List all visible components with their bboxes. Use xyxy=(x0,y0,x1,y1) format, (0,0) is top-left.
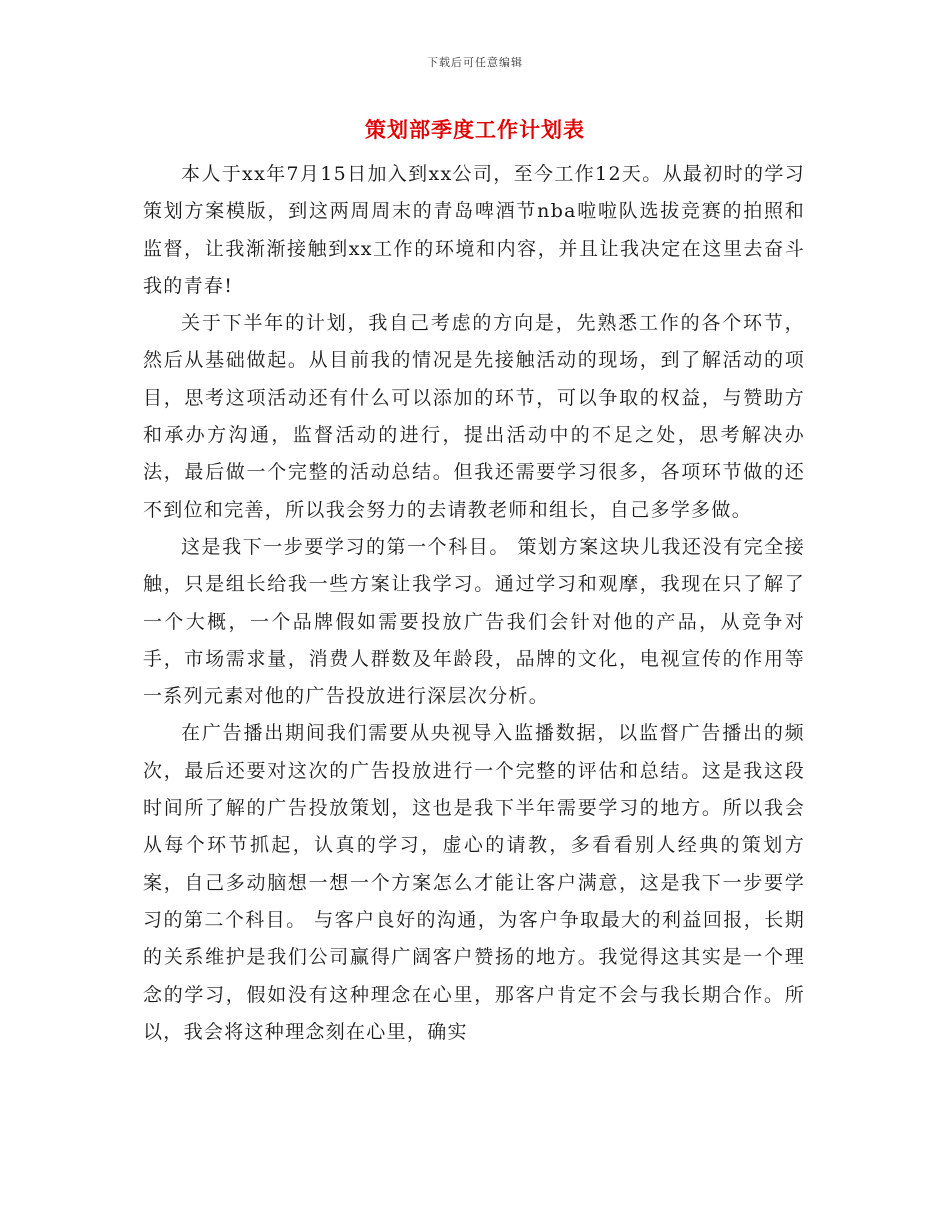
paragraph-2: 关于下半年的计划，我自己考虑的方向是，先熟悉工作的各个环节，然后从基础做起。从目前我的情况是先接触活动的现场，到了解活动的项目，思考这项活动还有什么可以添加的环节，可以争取的权益，与赞助方和承办方沟通，监督活动的进行，提出活动中的不足之处，思考解决办法，最后做一个完整的活动总结。但我还需要学习很多，各项环节做的还不到位和完善，所以我会努力的去请教老师和组长，自己多学多做。 xyxy=(143,312,805,521)
document-title: 策划部季度工作计划表 xyxy=(365,117,585,142)
document-body xyxy=(143,156,805,1051)
paragraph-3: 这是我下一步要学习的第一个科目。 策划方案这块儿我还没有完全接触，只是组长给我一些方案让我学习。通过学习和观摩，我现在只了解了一个大概，一个品牌假如需要投放广告我们会针对他的产品，从竞争对手，市场需求量，消费人群数及年龄段，品牌的文化，电视宣传的作用等一系列元素对他的广告投放进行深层次分析。 xyxy=(143,535,805,708)
header-note: 下载后可任意编辑 xyxy=(427,56,523,69)
paragraph-4: 在广告播出期间我们需要从央视导入监播数据，以监督广告播出的频次，最后还要对这次的广告投放进行一个完整的评估和总结。这是我这段时间所了解的广告投放策划，这也是我下半年需要学习的地方。所以我会从每个环节抓起，认真的学习，虚心的请教，多看看别人经典的策划方案，自己多动脑想一想一个方案怎么才能让客户满意，这是我下一步要学习的第二个科目。 与客户良好的沟通，为客户争取最大的利益回报，长期的关系维护是我们公司赢得广阔客户赞扬的地方。我觉得这其实是一个理念的学习，假如没有这种理念在心里，那客户肯定不会与我长期合作。所以，我会将这种理念刻在心里，确实 xyxy=(143,722,805,1043)
paragraph-1: 本人于xx年7月15日加入到xx公司，至今工作12天。从最初时的学习策划方案模版，到这两周周末的青岛啤酒节nba啦啦队选拔竞赛的拍照和监督，让我渐渐接触到xx工作的环境和内容，并且让我决定在这里去奋斗我的青春! xyxy=(143,163,805,297)
